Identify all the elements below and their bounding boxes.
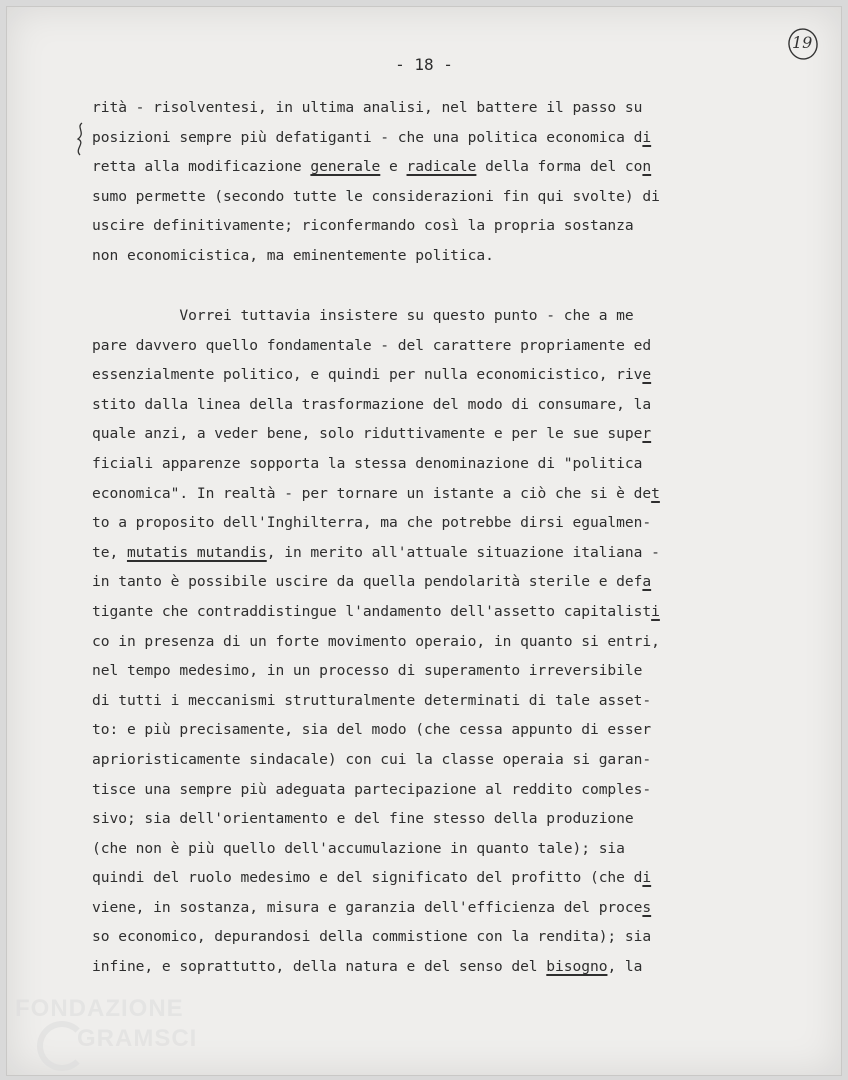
text-segment: della forma del co <box>476 158 643 176</box>
text-segment: sivo; sia dell'orientamento e del fine stesso della produzione <box>92 810 634 828</box>
text-segment: nel tempo medesimo, in un processo di superamento irreversibile <box>92 662 643 680</box>
underlined-text: a <box>642 573 652 591</box>
paragraph-1 <box>92 93 772 271</box>
text-segment: essenzialmente politico, e quindi per nulla economicistico, riv <box>92 366 643 384</box>
text-segment: infine, e soprattutto, della natura e del senso del <box>92 958 547 976</box>
text-line <box>92 804 772 834</box>
archive-number-text: 19 <box>792 33 813 52</box>
text-line <box>92 211 772 241</box>
underlined-text: r <box>642 425 652 443</box>
text-segment: pare davvero quello fondamentale - del carattere propriamente ed <box>92 336 652 354</box>
text-line <box>92 834 772 864</box>
underlined-text: s <box>642 898 652 916</box>
watermark-line-2: GRAMSCI <box>77 1025 198 1052</box>
text-segment: tigante che contraddistingue l'andamento dell'assetto capitalist <box>92 602 652 620</box>
text-line <box>92 360 772 390</box>
text-segment: di tutti i meccanismi strutturalmente determinati di tale asset- <box>92 691 652 709</box>
underlined-text: mutatis mutandis <box>126 543 267 561</box>
underlined-text: generale <box>310 158 381 176</box>
text-segment: co in presenza di un forte movimento operaio, in quanto si entri, <box>92 632 660 650</box>
text-line <box>92 686 772 716</box>
text-line <box>92 241 772 271</box>
text-segment: Vorrei tuttavia insistere su questo punto - che a me <box>92 307 634 324</box>
text-line <box>92 745 772 775</box>
text-line <box>92 715 772 745</box>
text-segment: aprioristicamente sindacale) con cui la classe operaia si garan- <box>92 750 652 768</box>
text-segment: quindi del ruolo medesimo e del significato del profitto (che d <box>92 869 643 887</box>
text-segment: quale anzi, a veder bene, solo riduttivamente e per le sue supe <box>92 425 643 443</box>
text-segment: , la <box>607 958 643 976</box>
text-line <box>92 123 772 153</box>
underlined-text: i <box>642 869 652 887</box>
text-line <box>92 449 772 479</box>
text-segment: non economicistica, ma eminentemente politica. <box>92 246 494 264</box>
text-line <box>92 331 772 361</box>
text-line <box>92 538 772 568</box>
text-line <box>92 479 772 509</box>
archive-number-stamp <box>787 27 819 61</box>
text-line <box>92 775 772 805</box>
underlined-text: e <box>642 366 652 384</box>
text-segment: retta alla modificazione <box>92 158 311 176</box>
text-line <box>92 567 772 597</box>
text-line <box>92 152 772 182</box>
text-line <box>92 952 772 982</box>
paragraph-2 <box>92 301 772 982</box>
text-segment: to: e più precisamente, sia del modo (che cessa appunto di esser <box>92 721 652 739</box>
underlined-text: bisogno <box>546 958 608 976</box>
text-line <box>92 863 772 893</box>
text-line <box>92 182 772 212</box>
underlined-text: t <box>651 484 660 502</box>
text-line <box>92 419 772 449</box>
text-segment: uscire definitivamente; riconfermando così la propria sostanza <box>92 217 634 235</box>
text-segment: rità - risolventesi, in ultima analisi, nel battere il passo su <box>92 99 643 116</box>
text-segment: (che non è più quello dell'accumulazione in quanto tale); sia <box>92 839 625 857</box>
text-segment: tisce una sempre più adeguata partecipazione al reddito comples- <box>92 780 652 798</box>
text-segment: viene, in sostanza, misura e garanzia dell'efficienza del proce <box>92 898 643 916</box>
underlined-text: i <box>642 128 652 146</box>
text-segment: , in merito all'attuale situazione italiana - <box>266 543 660 561</box>
text-segment: stito dalla linea della trasformazione del modo di consumare, la <box>92 395 652 413</box>
text-segment: ficiali apparenze sopporta la stessa denominazione di "politica <box>92 454 643 472</box>
text-line <box>92 922 772 952</box>
text-segment: sumo permette (secondo tutte le considerazioni fin qui svolte) di <box>92 187 660 205</box>
margin-bracket-icon <box>70 121 90 157</box>
text-line <box>92 93 772 123</box>
text-segment: economica". In realtà - per tornare un istante a ciò che si è de <box>92 484 652 502</box>
text-segment: so economico, depurandosi della commistione con la rendita); sia <box>92 928 652 946</box>
document-page <box>6 6 842 1076</box>
text-segment: in tanto è possibile uscire da quella pendolarità sterile e def <box>92 573 643 591</box>
text-line <box>92 627 772 657</box>
watermark-line-1: FONDAZIONE <box>15 995 184 1022</box>
watermark-logo <box>7 991 227 1076</box>
text-line <box>92 893 772 923</box>
page-number: - 18 - <box>395 55 453 74</box>
text-segment: te, <box>92 543 127 561</box>
underlined-text: radicale <box>406 158 477 176</box>
text-line <box>92 508 772 538</box>
underlined-text: n <box>642 158 652 176</box>
text-segment: posizioni sempre più defatiganti - che una politica economica d <box>92 128 643 146</box>
text-line <box>92 656 772 686</box>
text-segment: to a proposito dell'Inghilterra, ma che potrebbe dirsi egualmen- <box>92 514 652 532</box>
text-line <box>92 597 772 627</box>
text-line <box>92 301 772 331</box>
text-segment: e <box>380 158 407 176</box>
text-line <box>92 390 772 420</box>
underlined-text: i <box>651 602 660 620</box>
